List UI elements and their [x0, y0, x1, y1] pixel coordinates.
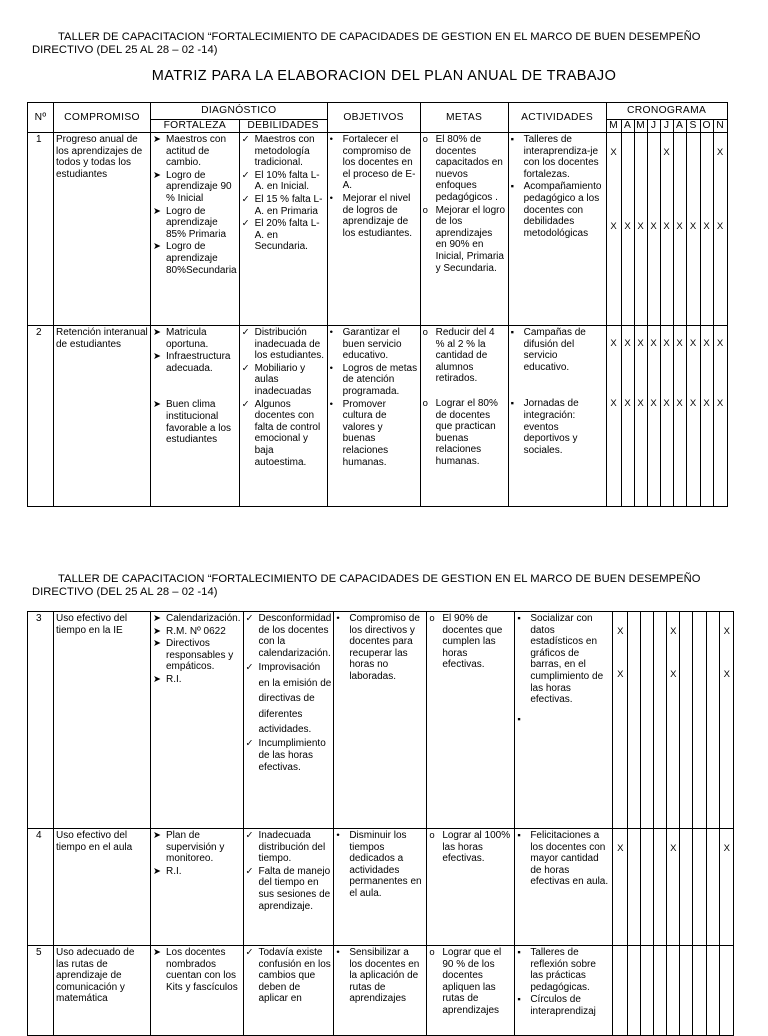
- checkmark-bullet-icon: ✓: [241, 193, 250, 205]
- schedule-cell: [647, 326, 660, 507]
- schedule-mark: X: [663, 147, 670, 158]
- schedule-cell: [634, 133, 647, 326]
- schedule-cell: [621, 326, 634, 507]
- list-item: ✓ Incumplimiento de las horas efectivas.: [245, 738, 326, 773]
- schedule-mark: X: [703, 221, 710, 232]
- schedule-cell: [641, 946, 654, 1036]
- month-header: M: [634, 120, 647, 133]
- schedule-cell: [700, 133, 713, 326]
- schedule-cell: [606, 133, 621, 326]
- list-item: ➤ Infraestructura adecuada.: [153, 351, 231, 374]
- list-item: ▪ Círculos de interaprendizaj: [517, 994, 596, 1017]
- dot-bullet-icon: •: [336, 947, 340, 958]
- checkmark-bullet-icon: ✓: [241, 169, 250, 181]
- schedule-mark: X: [663, 338, 670, 349]
- col-fortaleza: FORTALEZA: [151, 120, 240, 133]
- schedule-cell: [667, 829, 680, 946]
- list-item: ▪ Socializar con datos estadísticos en gráficos de barras, en el cumplimiento de las horas efectivas.: [517, 613, 604, 706]
- row-number: 2: [28, 326, 54, 507]
- arrow-bullet-icon: ➤: [153, 169, 161, 181]
- arrow-bullet-icon: ➤: [153, 947, 161, 958]
- circle-bullet-icon: o: [429, 613, 435, 624]
- schedule-cell: [680, 612, 693, 829]
- circle-bullet-icon: o: [422, 204, 428, 216]
- checkmark-bullet-icon: ✓: [241, 327, 250, 338]
- row-number: 4: [28, 829, 54, 946]
- compromiso-cell: Retención interanual de estudiantes: [54, 326, 151, 507]
- schedule-mark: X: [663, 221, 670, 232]
- compromiso-cell: Uso efectivo del tiempo en el aula: [54, 829, 151, 946]
- fortaleza-cell: [151, 612, 244, 829]
- circle-bullet-icon: o: [422, 327, 428, 338]
- schedule-cell: [673, 326, 686, 507]
- arrow-bullet-icon: ➤: [153, 673, 161, 685]
- debilidades-cell: [243, 829, 334, 946]
- actividades-cell: [508, 133, 606, 326]
- fortaleza-cell: [151, 946, 244, 1036]
- list-item: ✓ El 15 % falta L-A. en Primaria: [241, 193, 323, 217]
- schedule-cell: [693, 612, 707, 829]
- col-objetivos: OBJETIVOS: [327, 103, 420, 133]
- arrow-bullet-icon: ➤: [153, 134, 161, 145]
- row-number: 3: [28, 612, 54, 829]
- list-item: ▪ Talleres de interaprendiza-je con los docentes fortalezas.: [510, 134, 599, 180]
- schedule-cell: [654, 946, 667, 1036]
- list-item: ➤ R.I.: [153, 673, 182, 685]
- square-bullet-icon: ▪: [517, 994, 521, 1006]
- schedule-cell: [720, 829, 734, 946]
- objetivos-cell: [327, 133, 420, 326]
- checkmark-bullet-icon: ✓: [241, 398, 250, 410]
- compromiso-cell: Uso adecuado de las rutas de aprendizaje de comunicación y matemática: [54, 946, 151, 1036]
- list-item: ✓ Maestros con metodología tradicional.: [241, 134, 315, 169]
- arrow-bullet-icon: ➤: [153, 327, 161, 338]
- month-header: J: [660, 120, 673, 133]
- schedule-mark: X: [610, 338, 617, 349]
- list-item: ▪ Jornadas de integración: eventos deportivos y sociales.: [510, 398, 579, 456]
- schedule-mark: X: [617, 669, 624, 680]
- schedule-mark: X: [716, 147, 724, 158]
- month-header: S: [686, 120, 700, 133]
- checkmark-bullet-icon: ✓: [245, 738, 254, 750]
- checkmark-bullet-icon: ✓: [241, 218, 250, 230]
- table-row: [28, 612, 734, 829]
- list-item: • Mejorar el nivel de logros de aprendizaje de los estudiantes.: [329, 192, 413, 239]
- schedule-mark: X: [637, 221, 644, 232]
- schedule-cell: [713, 133, 727, 326]
- schedule-cell: [693, 829, 707, 946]
- workshop-header-repeat: [32, 573, 742, 599]
- list-item: ➤ Logro de aprendizaje 90 % Inicial: [153, 169, 232, 204]
- checkmark-bullet-icon: ✓: [241, 362, 250, 374]
- circle-bullet-icon: o: [429, 947, 435, 958]
- schedule-cell: [667, 946, 680, 1036]
- schedule-mark: X: [670, 626, 677, 637]
- list-item: ➤ Matricula oportuna.: [153, 327, 209, 350]
- arrow-bullet-icon: ➤: [153, 399, 161, 411]
- debilidades-cell: [239, 133, 327, 326]
- schedule-cell: [686, 133, 700, 326]
- metas-cell: [427, 612, 515, 829]
- row-number: 5: [28, 946, 54, 1036]
- list-item: ✓ El 10% falta L-A. en Inicial.: [241, 169, 320, 193]
- header-line-1: TALLER DE CAPACITACION “FORTALECIMIENTO DE CAPACIDADES DE GESTION EN EL MARCO DE BUEN DESEMPEÑO: [58, 31, 701, 43]
- schedule-cell: [660, 133, 673, 326]
- metas-cell: [420, 326, 508, 507]
- schedule-mark: X: [676, 338, 683, 349]
- circle-bullet-icon: o: [422, 397, 428, 409]
- col-diagnostico: DIAGNÓSTICO: [151, 103, 328, 120]
- compromiso-cell: Uso efectivo del tiempo en la IE: [54, 612, 151, 829]
- plan-matrix-table: [27, 102, 728, 507]
- square-bullet-icon: ▪: [510, 181, 514, 193]
- schedule-mark: X: [676, 398, 683, 409]
- schedule-mark: X: [703, 398, 710, 409]
- schedule-cell: [680, 946, 693, 1036]
- square-bullet-icon: ▪: [510, 134, 514, 145]
- schedule-mark: X: [716, 398, 724, 409]
- arrow-bullet-icon: ➤: [153, 351, 161, 363]
- metas-cell: [427, 829, 515, 946]
- list-item: • Disminuir los tiempos dedicados a actividades permanentes en el aula.: [336, 830, 422, 899]
- month-header: A: [673, 120, 686, 133]
- schedule-mark: X: [723, 669, 730, 680]
- checkmark-bullet-icon: ✓: [245, 865, 254, 877]
- schedule-mark: X: [624, 221, 631, 232]
- list-item: ✓ Mobiliario y aulas inadecuadas: [241, 362, 312, 397]
- list-item: o Lograr el 80% de docentes que practican buenas relaciones humanas.: [422, 397, 498, 467]
- dot-bullet-icon: •: [329, 362, 333, 374]
- schedule-mark: X: [670, 669, 677, 680]
- square-bullet-icon: ▪: [517, 830, 521, 841]
- month-header: M: [606, 120, 621, 133]
- arrow-bullet-icon: ➤: [153, 205, 161, 217]
- col-num: Nº: [28, 103, 54, 133]
- header-line-1: TALLER DE CAPACITACION “FORTALECIMIENTO DE CAPACIDADES DE GESTION EN EL MARCO DE BUEN DESEMPEÑO: [58, 573, 701, 585]
- schedule-mark: X: [670, 843, 677, 854]
- list-item: • Sensibilizar a los docentes en la aplicación de rutas de aprendizajes: [336, 947, 420, 1005]
- arrow-bullet-icon: ➤: [153, 613, 161, 624]
- debilidades-cell: [243, 612, 334, 829]
- objetivos-cell: [334, 829, 427, 946]
- circle-bullet-icon: o: [422, 134, 428, 145]
- objetivos-cell: [334, 946, 427, 1036]
- schedule-cell: [660, 326, 673, 507]
- schedule-mark: X: [610, 147, 617, 158]
- schedule-cell: [621, 133, 634, 326]
- square-bullet-icon: ▪: [510, 398, 514, 410]
- page-title: MATRIZ PARA LA ELABORACION DEL PLAN ANUAL DE TRABAJO: [151, 68, 617, 84]
- list-item: ➤ Logro de aprendizaje 85% Primaria: [153, 205, 227, 240]
- schedule-cell: [713, 326, 727, 507]
- list-item: o Reducir del 4 % al 2 % la cantidad de alumnos retirados.: [422, 327, 495, 385]
- schedule-mark: X: [663, 398, 670, 409]
- square-bullet-icon: ▪: [510, 327, 514, 338]
- schedule-cell: [707, 829, 720, 946]
- fortaleza-cell: [151, 133, 240, 326]
- col-metas: METAS: [420, 103, 508, 133]
- col-actividades: ACTIVIDADES: [508, 103, 606, 133]
- schedule-cell: [628, 612, 641, 829]
- dot-bullet-icon: •: [329, 398, 333, 410]
- schedule-mark: X: [650, 221, 657, 232]
- table-row: [28, 946, 734, 1036]
- list-item: o El 80% de docentes capacitados en nuevos enfoques pedagógicos .: [422, 134, 503, 203]
- list-item: ➤ Directivos responsables y empáticos.: [153, 638, 234, 673]
- list-item: o Lograr al 100% las horas efectivas.: [429, 830, 511, 865]
- month-header: J: [647, 120, 660, 133]
- arrow-bullet-icon: ➤: [153, 625, 161, 637]
- schedule-mark: X: [637, 398, 644, 409]
- schedule-cell: [720, 946, 734, 1036]
- list-item: ✓ Todavía existe confusión en los cambios que deben de aplicar en: [245, 947, 331, 1005]
- schedule-mark: X: [723, 626, 730, 637]
- schedule-cell: [628, 946, 641, 1036]
- list-item: ✓ Desconformidad de los docentes con la calendarización.: [245, 613, 332, 659]
- list-item: ▪ Felicitaciones a los docentes con mayor cantidad de horas efectivas en aula.: [517, 830, 609, 888]
- schedule-cell: [641, 829, 654, 946]
- schedule-cell: [654, 829, 667, 946]
- list-item: ▪ Campañas de difusión del servicio educativo.: [510, 327, 586, 373]
- schedule-mark: X: [703, 338, 710, 349]
- schedule-cell: [680, 829, 693, 946]
- schedule-mark: X: [610, 398, 617, 409]
- plan-matrix-table-continued: [27, 611, 734, 1036]
- schedule-cell: [673, 133, 686, 326]
- list-item: ➤ Logro de aprendizaje 80%Secundaria: [153, 241, 237, 276]
- checkmark-bullet-icon: ✓: [245, 662, 254, 674]
- objetivos-cell: [327, 326, 420, 507]
- list-item: ▪ Talleres de reflexión sobre las prácticas pedagógicas.: [517, 947, 596, 993]
- list-item: ➤ Los docentes nombrados cuentan con los Kits y fascículos: [153, 947, 238, 993]
- list-item: • Fortalecer el compromiso de los docentes en el proceso de E- A.: [329, 134, 416, 192]
- schedule-cell: [606, 326, 621, 507]
- schedule-mark: X: [689, 398, 697, 409]
- actividades-cell: [515, 829, 613, 946]
- fortaleza-cell: [151, 829, 244, 946]
- schedule-cell: [720, 612, 734, 829]
- debilidades-cell: [239, 326, 327, 507]
- circle-bullet-icon: o: [429, 830, 435, 841]
- schedule-cell: [707, 612, 720, 829]
- schedule-mark: X: [716, 338, 724, 349]
- row-number: 1: [28, 133, 54, 326]
- compromiso-cell: Progreso anual de los aprendizajes de todos y todas los estudiantes: [54, 133, 151, 326]
- arrow-bullet-icon: ➤: [153, 638, 161, 650]
- schedule-cell: [647, 133, 660, 326]
- schedule-cell: [667, 612, 680, 829]
- arrow-bullet-icon: ➤: [153, 830, 161, 841]
- month-header: O: [700, 120, 713, 133]
- schedule-cell: [693, 946, 707, 1036]
- list-item: ✓ Falta de manejo del tiempo en sus sesiones de aprendizaje.: [245, 865, 331, 912]
- list-item: • Compromiso de los directivos y docentes para recuperar las horas no laboradas.: [336, 613, 420, 682]
- table-row: [28, 829, 734, 946]
- schedule-cell: [700, 326, 713, 507]
- list-item: ✓ Improvisación en la emisión de directivas de diferentes actividades.: [245, 662, 332, 735]
- checkmark-bullet-icon: ✓: [245, 947, 254, 958]
- header-row: [28, 103, 728, 120]
- list-item: ➤ R.I.: [153, 865, 182, 877]
- schedule-cell: [613, 946, 628, 1036]
- fortaleza-cell: [151, 326, 240, 507]
- table-row: [28, 133, 728, 326]
- list-item: • Logros de metas de atención programada.: [329, 362, 418, 397]
- schedule-mark: X: [617, 626, 624, 637]
- schedule-mark: X: [624, 338, 631, 349]
- schedule-mark: X: [689, 338, 697, 349]
- schedule-mark: X: [650, 338, 657, 349]
- debilidades-cell: [243, 946, 334, 1036]
- list-item: o Lograr que el 90 % de los docentes apliquen las rutas de aprendizajes: [429, 947, 502, 1016]
- dot-bullet-icon: •: [329, 134, 333, 145]
- list-item: ✓ Distribución inadecuada de los estudiantes.: [241, 327, 325, 362]
- checkmark-bullet-icon: ✓: [245, 830, 254, 841]
- list-item: o El 90% de docentes que cumplen las horas efectivas.: [429, 613, 503, 671]
- dot-bullet-icon: •: [329, 327, 333, 338]
- header-line-2: DIRECTIVO (DEL 25 AL 28 – 02 -14): [32, 586, 218, 598]
- square-bullet-icon: ▪: [517, 713, 521, 725]
- table-row: [28, 326, 728, 507]
- list-item: • Garantizar el buen servicio educativo.: [329, 327, 402, 362]
- list-item: ▪ Acompañamiento pedagógico a los docentes con debilidades metodológicas: [510, 181, 602, 239]
- actividades-cell: [515, 946, 613, 1036]
- month-header: A: [621, 120, 634, 133]
- actividades-cell: [508, 326, 606, 507]
- schedule-mark: X: [637, 338, 644, 349]
- list-item: ➤ Maestros con actitud de cambio.: [153, 134, 227, 169]
- month-header: N: [713, 120, 727, 133]
- workshop-header: [32, 31, 742, 57]
- schedule-cell: [628, 829, 641, 946]
- list-item: ➤ Calendarización.: [153, 613, 241, 624]
- schedule-cell: [613, 612, 628, 829]
- schedule-mark: X: [716, 221, 724, 232]
- arrow-bullet-icon: ➤: [153, 865, 161, 877]
- dot-bullet-icon: •: [329, 192, 333, 204]
- schedule-mark: X: [689, 221, 697, 232]
- col-cronograma: CRONOGRAMA: [606, 103, 727, 120]
- objetivos-cell: [334, 612, 427, 829]
- schedule-mark: X: [650, 398, 657, 409]
- schedule-mark: X: [624, 398, 631, 409]
- dot-bullet-icon: •: [336, 613, 340, 624]
- list-item: ✓ Algunos docentes con falta de control emocional y baja autoestima.: [241, 398, 321, 468]
- arrow-bullet-icon: ➤: [153, 241, 161, 253]
- square-bullet-icon: ▪: [517, 613, 521, 624]
- schedule-cell: [686, 326, 700, 507]
- list-item: o Mejorar el logro de los aprendizajes en 90% en Inicial, Primaria y Secundaria.: [422, 204, 506, 274]
- list-item: ✓ Inadecuada distribución del tiempo.: [245, 830, 326, 865]
- schedule-cell: [707, 946, 720, 1036]
- col-debilidades: DEBILIDADES: [239, 120, 327, 133]
- schedule-cell: [613, 829, 628, 946]
- checkmark-bullet-icon: ✓: [241, 134, 250, 145]
- col-compromiso: COMPROMISO: [54, 103, 151, 133]
- list-item: ✓ El 20% falta L-A. en Secundaria.: [241, 218, 320, 253]
- list-item: ➤ Plan de supervisión y monitoreo.: [153, 830, 225, 865]
- metas-cell: [420, 133, 508, 326]
- schedule-mark: X: [676, 221, 683, 232]
- schedule-cell: [634, 326, 647, 507]
- dot-bullet-icon: •: [336, 830, 340, 841]
- schedule-mark: X: [723, 843, 730, 854]
- list-item: ➤ R.M. Nº 0622: [153, 625, 226, 637]
- metas-cell: [427, 946, 515, 1036]
- square-bullet-icon: ▪: [517, 947, 521, 958]
- schedule-mark: X: [617, 843, 624, 854]
- checkmark-bullet-icon: ✓: [245, 613, 254, 624]
- schedule-cell: [641, 612, 654, 829]
- header-line-2: DIRECTIVO (DEL 25 AL 28 – 02 -14): [32, 44, 218, 56]
- schedule-cell: [654, 612, 667, 829]
- list-item: • Promover cultura de valores y buenas relaciones humanas.: [329, 398, 389, 468]
- schedule-mark: X: [610, 221, 617, 232]
- list-item: ➤ Buen clima institucional favorable a los estudiantes: [153, 399, 232, 446]
- actividades-cell: [515, 612, 613, 829]
